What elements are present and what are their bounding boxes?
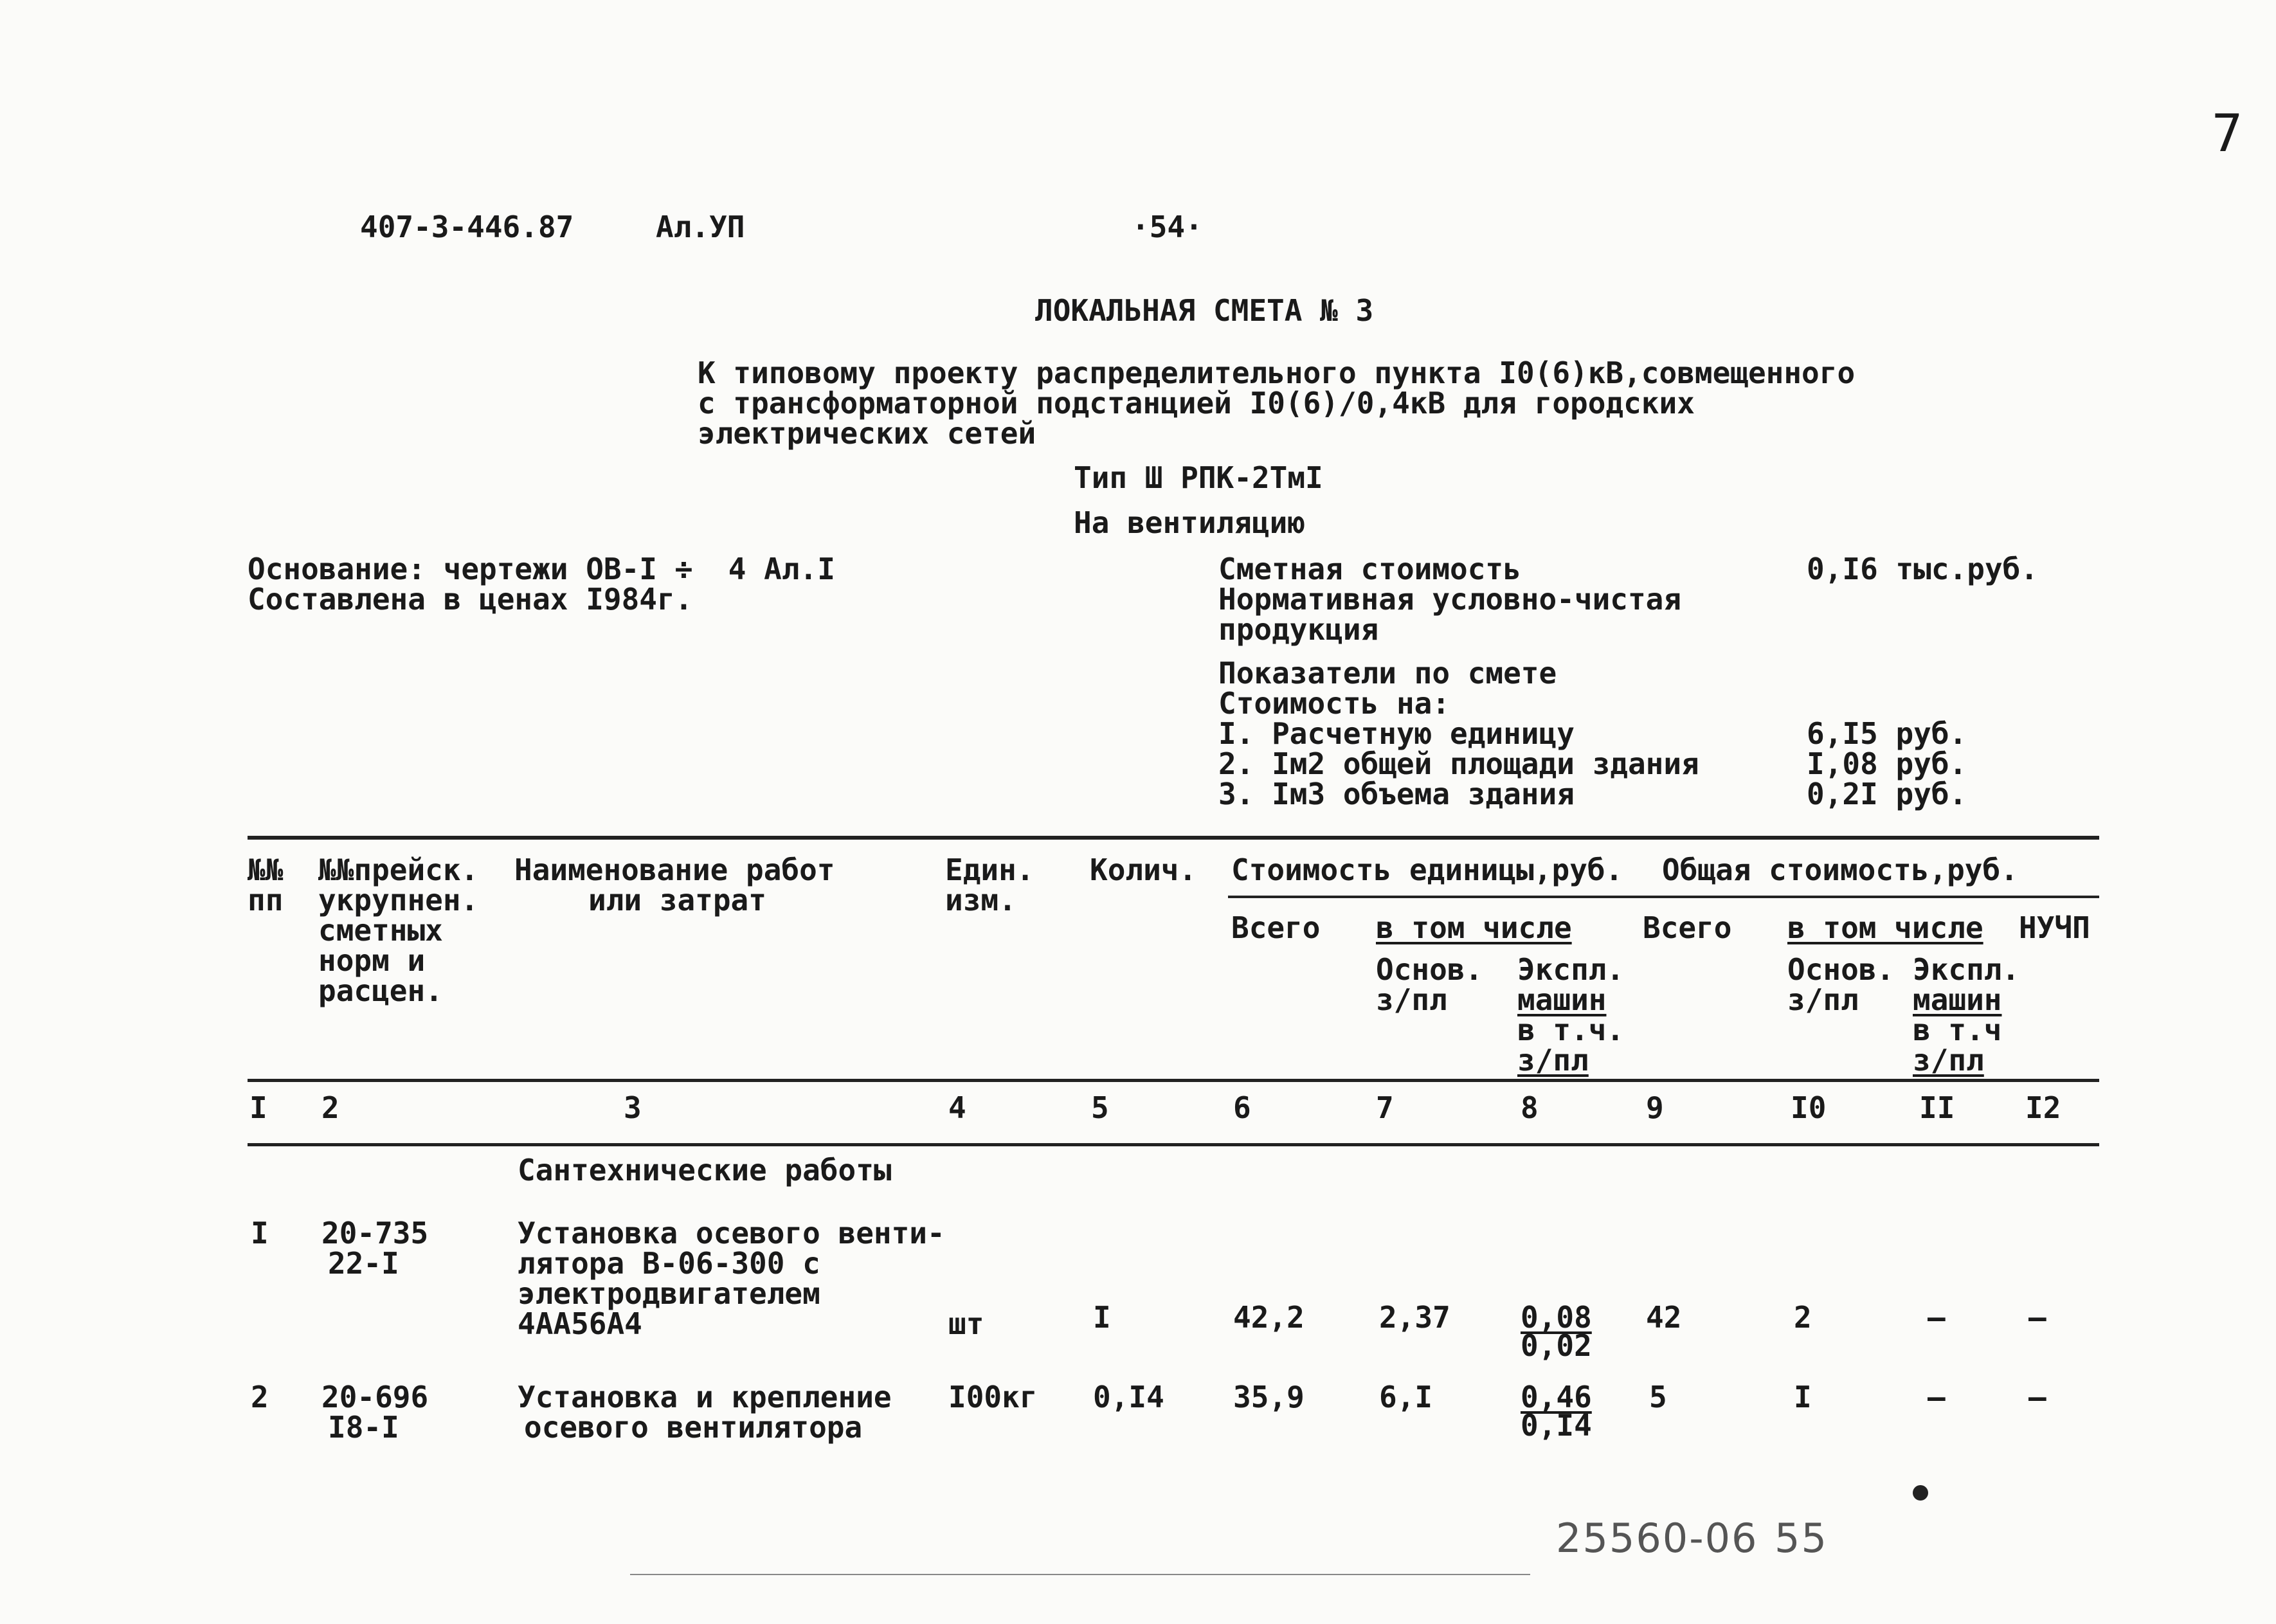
table-row-c10: 2 (1794, 1300, 1812, 1335)
header-osnov-total: з/пл (1787, 982, 1859, 1017)
header-ekspl: в т.ч. (1517, 1013, 1625, 1047)
header-unit-cost: Стоимость единицы,руб. (1231, 853, 1623, 887)
header-incl-total: в том числе (1787, 910, 1983, 945)
header-osnov-total: Основ. (1787, 952, 1895, 987)
table-row-c11: – (1928, 1300, 1946, 1335)
indicator-label: I. Расчетную единицу (1218, 716, 1575, 751)
table-row-c12: – (2028, 1380, 2046, 1414)
handwritten-page: 55 (1775, 1515, 1828, 1562)
ink-dot (1913, 1485, 1928, 1501)
header-ekspl-total: Экспл. (1913, 952, 2020, 987)
indicator-value: 0,2I руб. (1807, 777, 1967, 811)
table-row-name: Установка осевого венти- (518, 1216, 945, 1250)
header-vsego: Всего (1231, 910, 1321, 945)
normative-line-1: Нормативная условно-чистая (1218, 582, 1682, 617)
cost-for-label: Стоимость на: (1218, 686, 1450, 721)
header-total-cost: Общая стоимость,руб. (1662, 853, 2018, 887)
header-col4: изм. (945, 883, 1016, 917)
table-top-rule (248, 836, 2099, 840)
header-col2: расцен. (318, 973, 443, 1008)
table-row-name: Установка и крепление (518, 1380, 892, 1414)
header-osnov: з/пл (1376, 982, 1447, 1017)
column-numbers-rule (248, 1143, 2099, 1146)
table-row-c8-bottom: 0,I4 (1521, 1408, 1592, 1443)
table-row-c6: 35,9 (1233, 1380, 1305, 1414)
col-number: 5 (1091, 1090, 1109, 1125)
header-ekspl: з/пл (1517, 1043, 1589, 1078)
header-col2: норм и (318, 943, 426, 978)
header-ekspl-total: машин (1913, 982, 2002, 1017)
header-col4: Един. (945, 853, 1034, 887)
table-row-c7: 2,37 (1379, 1300, 1450, 1335)
table-row-c9: 42 (1646, 1300, 1682, 1335)
basis-line-1: Основание: чертежи ОВ-I ÷ 4 Ал.I (248, 552, 835, 586)
table-row-number: I (251, 1216, 269, 1250)
album-label: Ал.УП (656, 210, 745, 244)
indicator-label: 2. Iм2 общей площади здания (1218, 746, 1699, 781)
indicator-value: I,08 руб. (1807, 746, 1967, 781)
table-row-name: 4АА56А4 (518, 1306, 642, 1341)
header-incl: в том числе (1376, 910, 1572, 945)
header-sub-rule (1228, 896, 2099, 898)
purpose-line: На вентиляцию (1074, 505, 1306, 540)
table-row-c7: 6,I (1379, 1380, 1433, 1414)
table-row-qty: I (1093, 1300, 1111, 1335)
indicator-label: 3. Iм3 объема здания (1218, 777, 1575, 811)
col-number: 6 (1233, 1090, 1251, 1125)
basis-line-2: Составлена в ценах I984г. (248, 582, 693, 617)
header-col1: №№ (248, 853, 284, 887)
col-number: II (1919, 1090, 1955, 1125)
col-number: I2 (2025, 1090, 2061, 1125)
table-row-qty: 0,I4 (1093, 1380, 1164, 1414)
table-row-c12: – (2028, 1300, 2046, 1335)
table-row-c10: I (1794, 1380, 1812, 1414)
subtitle-line-2: с трансформаторной подстанцией I0(6)/0,4кВ для городских (698, 386, 1695, 420)
header-nuchp: НУЧП (2019, 910, 2090, 945)
header-col1: пп (248, 883, 284, 917)
header-ekspl: Экспл. (1517, 952, 1625, 987)
table-row-c11: – (1928, 1380, 1946, 1414)
header-vsego-total: Всего (1643, 910, 1732, 945)
header-col2: сметных (318, 913, 443, 948)
header-col5: Колич. (1090, 853, 1197, 887)
table-row-c8-bottom: 0,02 (1521, 1328, 1592, 1363)
table-row-c6: 42,2 (1233, 1300, 1305, 1335)
handwritten-number: 25560-06 (1556, 1515, 1758, 1562)
normative-line-2: продукция (1218, 612, 1379, 647)
col-number: 8 (1521, 1090, 1539, 1125)
section-title: Сантехнические работы (518, 1153, 892, 1187)
table-row-c9: 5 (1649, 1380, 1667, 1414)
indicators-title: Показатели по смете (1218, 656, 1557, 690)
col-number: I0 (1791, 1090, 1827, 1125)
indicator-value: 6,I5 руб. (1807, 716, 1967, 751)
subtitle-line-1: К типовому проекту распределительного пункта I0(6)кВ,совмещенного (698, 356, 1856, 390)
header-col3: Наименование работ (514, 853, 835, 887)
table-row-c8-top: 0,46 (1521, 1380, 1592, 1414)
table-row-name: электродвигателем (518, 1276, 820, 1311)
estimated-cost-label: Сметная стоимость (1218, 552, 1521, 586)
header-col3: или затрат (588, 883, 766, 917)
col-number: 7 (1376, 1090, 1394, 1125)
col-number: 9 (1646, 1090, 1664, 1125)
table-row-unit: I00кг (948, 1380, 1038, 1414)
table-row-unit: шт (948, 1306, 984, 1341)
type-line: Тип Ш РПК-2ТмI (1074, 460, 1323, 495)
table-row-number: 2 (251, 1380, 269, 1414)
header-bottom-rule (248, 1079, 2099, 1082)
header-col2: укрупнен. (318, 883, 479, 917)
header-ekspl-total: з/пл (1913, 1043, 1984, 1078)
subtitle-line-3: электрических сетей (698, 416, 1036, 451)
col-number: I (249, 1090, 267, 1125)
footer-rule (630, 1574, 1530, 1575)
table-row-code: I8-I (328, 1410, 399, 1445)
col-number: 2 (321, 1090, 339, 1125)
table-row-c8-top: 0,08 (1521, 1300, 1592, 1335)
table-row-code: 20-735 (321, 1216, 429, 1250)
table-row-name: лятора В-06-300 с (518, 1246, 820, 1281)
table-row-name: осевого вентилятора (524, 1410, 863, 1445)
estimated-cost-value: 0,I6 тыс.руб. (1807, 552, 2039, 586)
document-code: 407-3-446.87 (360, 210, 574, 244)
table-row-code: 20-696 (321, 1380, 429, 1414)
header-osnov: Основ. (1376, 952, 1483, 987)
col-number: 4 (948, 1090, 966, 1125)
table-row-code: 22-I (328, 1246, 399, 1281)
page-title: ЛОКАЛЬНАЯ СМЕТА № 3 (1035, 293, 1374, 328)
corner-mark: 7 (2212, 104, 2243, 163)
header-ekspl-total: в т.ч (1913, 1013, 2002, 1047)
page-number: ·54· (1132, 210, 1203, 244)
col-number: 3 (624, 1090, 642, 1125)
header-col2: №№прейск. (318, 853, 479, 887)
header-ekspl: машин (1517, 982, 1607, 1017)
